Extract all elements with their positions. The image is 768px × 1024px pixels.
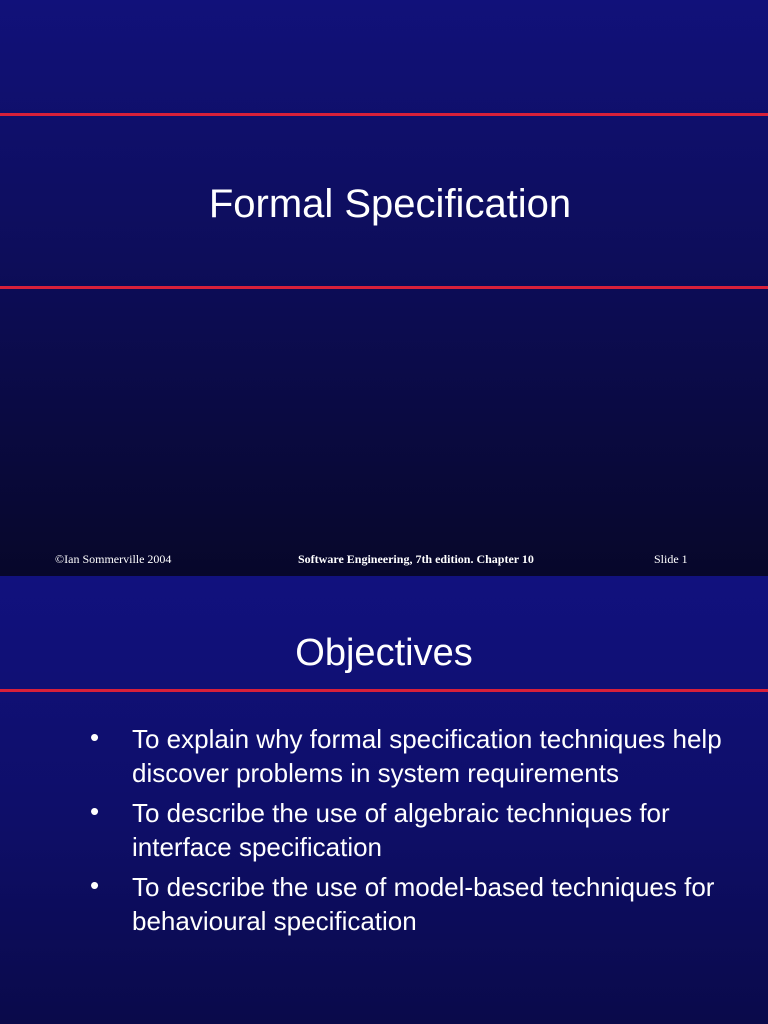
slide-title: Formal Specification <box>208 182 572 226</box>
bullet-dot-icon: • <box>90 796 100 826</box>
list-item <box>0 796 768 864</box>
list-item <box>0 722 768 790</box>
objectives-list <box>0 722 768 944</box>
list-item <box>0 870 768 938</box>
bullet-dot-icon: • <box>90 870 100 900</box>
title-accent-rule <box>0 689 768 692</box>
footer-book-title: Software Engineering, 7th edition. Chapter 10 <box>298 552 534 566</box>
bullet-text: To describe the use of model-based techniques for behavioural specification <box>132 872 715 936</box>
footer-copyright: ©Ian Sommerville 2004 <box>55 552 172 566</box>
slide-2 <box>0 576 768 1024</box>
slide-title: Objectives <box>295 632 473 674</box>
top-accent-rule <box>0 113 768 116</box>
bullet-dot-icon: • <box>90 722 100 752</box>
bullet-text: To explain why formal specification techniques help discover problems in system requirements <box>132 724 722 788</box>
bullet-text: To describe the use of algebraic techniques for interface specification <box>132 798 670 862</box>
footer-slide-number: Slide 1 <box>654 552 688 566</box>
bottom-accent-rule <box>0 286 768 289</box>
